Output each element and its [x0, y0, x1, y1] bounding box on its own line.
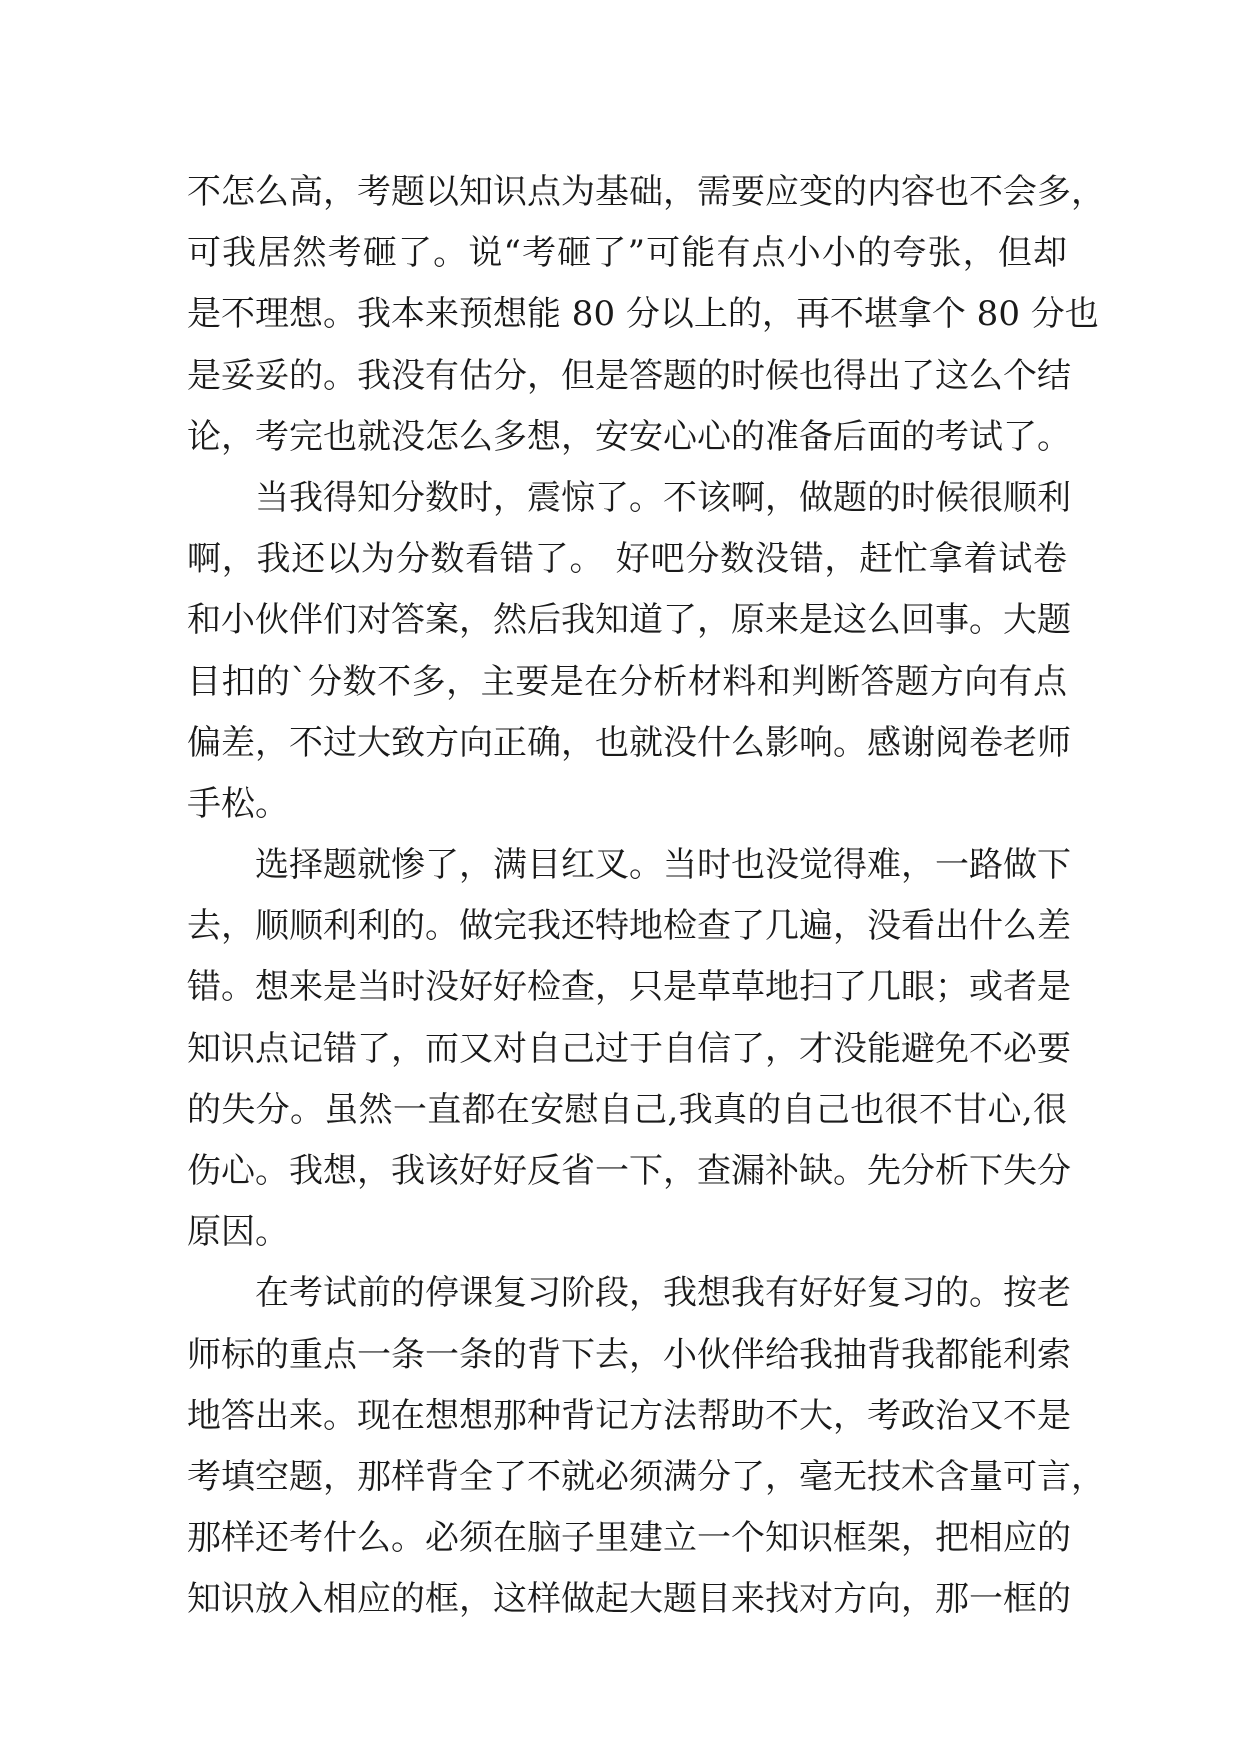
text-line: 和小伙伴们对答案，然后我知道了，原来是这么回事。大题: [187, 600, 1071, 641]
text-line: 师标的重点一条一条的背下去，小伙伴给我抽背我都能利索: [187, 1334, 1071, 1375]
text-line: 啊，我还以为分数看错了。 好吧分数没错，赶忙拿着试卷: [187, 539, 1067, 580]
text-line: 是妥妥的。我没有估分，但是答题的时候也得出了这么个结: [187, 355, 1071, 396]
paragraph-first-line: 选择题就惨了，满目红叉。当时也没觉得难，一路做下: [255, 845, 1071, 886]
text-line: 目扣的`分数不多，主要是在分析材料和判断答题方向有点: [187, 661, 1067, 702]
text-line: 知识点记错了，而又对自己过于自信了，才没能避免不必要: [187, 1028, 1071, 1069]
text-line: 可我居然考砸了。说“考砸了”可能有点小小的夸张，但却: [187, 233, 1067, 274]
text-line: 的失分。虽然一直都在安慰自己,我真的自己也很不甘心,很: [187, 1089, 1067, 1130]
text-line: 偏差，不过大致方向正确，也就没什么影响。感谢阅卷老师: [187, 722, 1071, 763]
text-line: 不怎么高，考题以知识点为基础，需要应变的内容也不会多，: [187, 172, 1105, 212]
text-line: 原因。: [187, 1212, 289, 1253]
text-line: 伤心。我想，我该好好反省一下，查漏补缺。先分析下失分: [187, 1151, 1071, 1191]
text-line: 地答出来。现在想想那种背记方法帮助不大，考政治又不是: [187, 1395, 1071, 1436]
text-line: 论，考完也就没怎么多想，安安心心的准备后面的考试了。: [187, 416, 1071, 457]
text-line: 错。想来是当时没好好检查，只是草草地扫了几眼；或者是: [187, 967, 1071, 1008]
essay-body: [187, 162, 1105, 1631]
text-line: 知识放入相应的框，这样做起大题目来找对方向，那一框的: [187, 1579, 1071, 1620]
text-line: 是不理想。我本来预想能 80 分以上的，再不堪拿个 80 分也: [187, 294, 1099, 335]
paragraph-first-line: 在考试前的停课复习阶段，我想我有好好复习的。按老: [255, 1273, 1071, 1314]
text-line: 去，顺顺利利的。做完我还特地检查了几遍，没看出什么差: [187, 906, 1071, 947]
text-line: 考填空题，那样背全了不就必须满分了，毫无技术含量可言，: [187, 1456, 1105, 1497]
text-line: 那样还考什么。必须在脑子里建立一个知识框架，把相应的: [187, 1518, 1071, 1559]
paragraph-first-line: 当我得知分数时，震惊了。不该啊，做题的时候很顺利: [255, 477, 1071, 518]
text-line: 手松。: [187, 783, 289, 824]
